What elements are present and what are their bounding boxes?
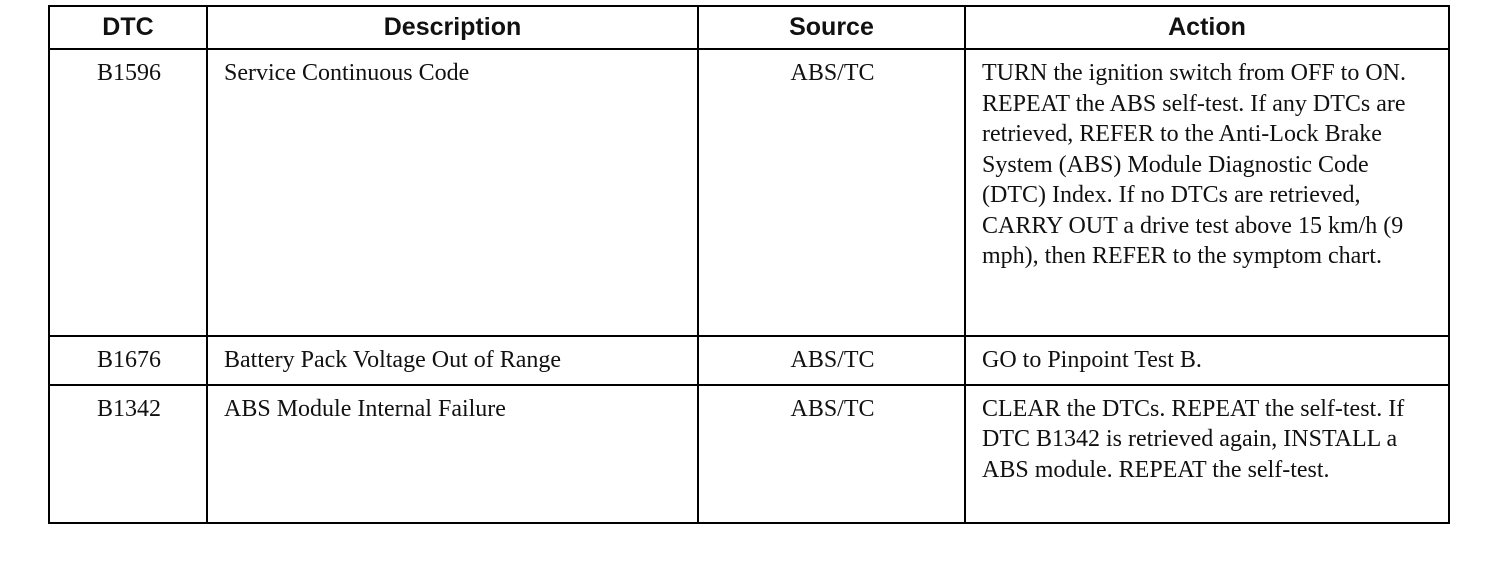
- action-cell: CLEAR the DTCs. REPEAT the self-test. If DTC B1342 is retrieved again, INSTALL a ABS module. REPEAT the self-test.: [965, 385, 1449, 523]
- action-cell: GO to Pinpoint Test B.: [965, 336, 1449, 385]
- source-cell: ABS/TC: [698, 49, 965, 336]
- description-cell: Service Continuous Code: [207, 49, 698, 336]
- dtc-code-cell: B1342: [49, 385, 207, 523]
- table-row: [49, 49, 1449, 336]
- table-row: [49, 336, 1449, 385]
- dtc-table: [48, 5, 1450, 524]
- table-body: [49, 49, 1449, 523]
- action-cell: TURN the ignition switch from OFF to ON. REPEAT the ABS self-test. If any DTCs are retrieved, REFER to the Anti-Lock Brake System (ABS) Module Diagnostic Code (DTC) Index. If no DTCs are retrieved, CARRY OUT a drive test above 15 km/h (9 mph), then REFER to the symptom chart.: [965, 49, 1449, 336]
- header-row: [49, 6, 1449, 49]
- header-action: Action: [965, 6, 1449, 49]
- dtc-code-cell: B1676: [49, 336, 207, 385]
- description-cell: Battery Pack Voltage Out of Range: [207, 336, 698, 385]
- header-description: Description: [207, 6, 698, 49]
- table-header: [49, 6, 1449, 49]
- source-cell: ABS/TC: [698, 385, 965, 523]
- dtc-code-cell: B1596: [49, 49, 207, 336]
- header-source: Source: [698, 6, 965, 49]
- header-dtc: DTC: [49, 6, 207, 49]
- description-cell: ABS Module Internal Failure: [207, 385, 698, 523]
- table-row: [49, 385, 1449, 523]
- source-cell: ABS/TC: [698, 336, 965, 385]
